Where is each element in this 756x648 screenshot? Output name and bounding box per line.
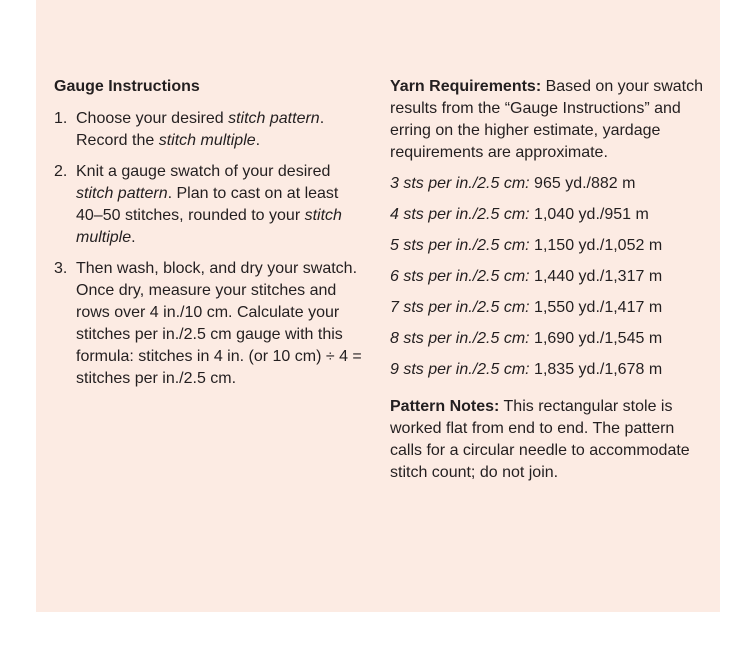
yarn-gauge: 5 sts per in./2.5 cm:: [390, 237, 530, 254]
step-number: 2.: [54, 163, 68, 180]
yarn-amount: 1,440 yd./1,317 m: [529, 268, 663, 285]
yarn-amount: 1,040 yd./951 m: [529, 206, 649, 223]
gauge-column: [54, 76, 369, 399]
yarn-requirements: [390, 76, 708, 164]
gauge-steps: [54, 108, 369, 390]
pattern-notes: [390, 396, 708, 484]
yarn-gauge: 8 sts per in./2.5 cm:: [390, 330, 530, 347]
yarn-requirements-text: Based on your swatch results from the “Gauge Instructions” and erring on the higher estimate, yardage requirements are approximate.: [390, 78, 704, 161]
step-number: 3.: [54, 260, 68, 277]
step-text: Knit a gauge swatch of your desired stitch pattern. Plan to cast on at least 40–50 stitches, rounded to your stitch multiple.: [76, 163, 342, 246]
yarn-gauge: 7 sts per in./2.5 cm:: [390, 299, 530, 316]
yarn-amount: 1,835 yd./1,678 m: [529, 361, 663, 378]
yarn-gauge: 3 sts per in./2.5 cm:: [390, 175, 530, 192]
yarn-gauge: 9 sts per in./2.5 cm:: [390, 361, 530, 378]
pattern-notes-text: This rectangular stole is worked flat from end to end. The pattern calls for a circular needle to accommodate stitch count; do not join.: [390, 398, 690, 481]
yarn-row-6: [390, 266, 708, 288]
content-panel: [36, 0, 720, 612]
gauge-step-1: [54, 108, 369, 152]
yarn-amount: 1,150 yd./1,052 m: [529, 237, 663, 254]
yarn-row-4: [390, 204, 708, 226]
yarn-requirements-label: Yarn Requirements:: [390, 78, 542, 95]
step-text: Then wash, block, and dry your swatch. Once dry, measure your stitches and rows over 4 in./10 cm. Calculate your stitches per in./2.5 cm gauge with this formula: stitches in 4 in. (or 10 cm) ÷ 4 = stitches per in./2.5 cm.: [76, 260, 362, 387]
yarn-gauge: 4 sts per in./2.5 cm:: [390, 206, 530, 223]
yarn-amount: 1,690 yd./1,545 m: [529, 330, 663, 347]
step-number: 1.: [54, 110, 68, 127]
yarn-row-9: [390, 359, 708, 381]
yarn-row-7: [390, 297, 708, 319]
yarn-column: [390, 76, 708, 493]
gauge-step-2: [54, 161, 369, 249]
gauge-heading: Gauge Instructions: [54, 78, 200, 95]
yarn-row-5: [390, 235, 708, 257]
pattern-notes-label: Pattern Notes:: [390, 398, 500, 415]
yarn-row-8: [390, 328, 708, 350]
step-text: Choose your desired stitch pattern. Record the stitch multiple.: [76, 110, 325, 149]
yarn-amount: 1,550 yd./1,417 m: [529, 299, 663, 316]
yarn-gauge: 6 sts per in./2.5 cm:: [390, 268, 530, 285]
yarn-amount: 965 yd./882 m: [529, 175, 636, 192]
yarn-row-3: [390, 173, 708, 195]
gauge-step-3: [54, 258, 369, 390]
